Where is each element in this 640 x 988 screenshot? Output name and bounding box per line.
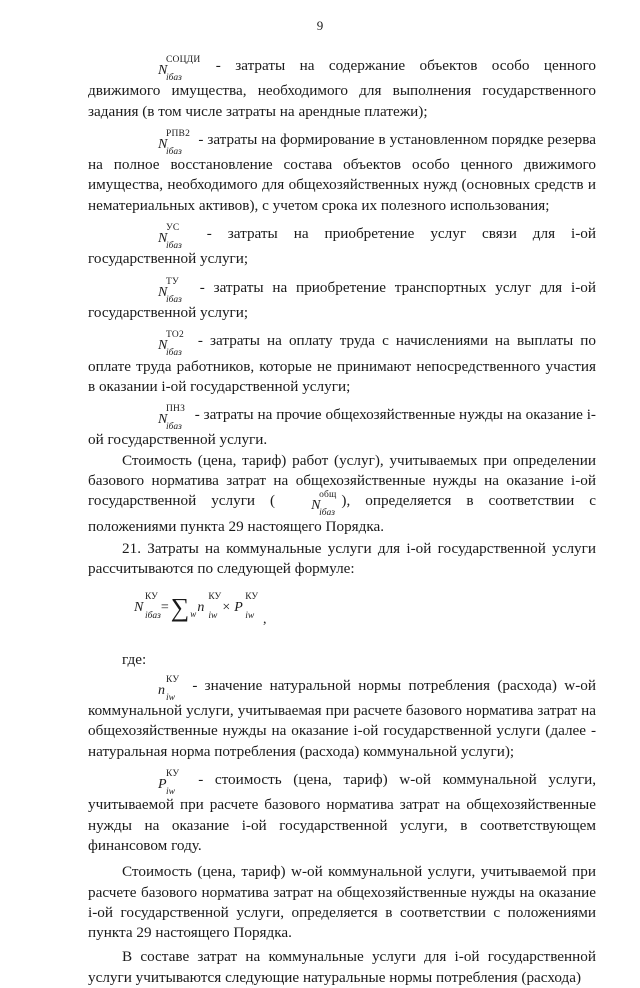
symbol-n-socdi: N СОЦДИ iбаз: [158, 55, 201, 83]
where-label: где:: [122, 650, 147, 668]
term-tu: [88, 278, 596, 324]
term-rpv2: [88, 130, 596, 216]
sum-index: w: [190, 608, 197, 619]
term-text: - затраты на формирование в установленном порядке резерва на полное восстановление состава объектов особо ценного движимого имущества, необходимого для общехозяйственных нужд (основных средств и нематериальных активов), с учетом срока их полезного использования;: [88, 130, 596, 214]
paragraph-21: 21. Затраты на коммунальные услуги для i-ой государственной услуги рассчитываются по следующей формуле:: [88, 539, 596, 578]
formula-communal: [88, 580, 596, 644]
term-list: [88, 56, 596, 451]
symbol-n-tu: N ТУ iбаз: [158, 276, 182, 305]
def-n-text: - значение натуральной нормы потребления (расхода) w-ой коммунальной услуги, учитываемая при расчете базового норматива затрат на общехозяйственные нужды на оказание i-ой государственной услуги (далее - натуральная норма потребления (расхода) коммунальной услуги);: [88, 676, 597, 760]
formula-lhs: N КУ iбаз: [134, 591, 161, 621]
term-text: - затраты на приобретение транспортных услуг для i-ой государственной услуги;: [88, 278, 596, 321]
formula-p: P КУ iw: [234, 591, 259, 621]
def-p-text: - стоимость (цена, тариф) w-ой коммунальной услуги, учитываемой при расчете базового норматива затрат на общехозяйственные нужды на оказание i-ой государственной услуги, в соответствующем финансовом году.: [88, 771, 596, 854]
symbol-n-rpv2: N РПВ2 iбаз: [158, 128, 191, 157]
def-n: [88, 676, 596, 762]
term-text: - затраты на приобретение услуг связи для i-ой государственной услуги;: [88, 225, 597, 268]
paragraph-cost-works-text-b: ), определяется в соответствии с положениями пункта 29 настоящего Порядка.: [88, 492, 596, 535]
formula-comma: ,: [263, 611, 267, 627]
paragraph-cost-works: [88, 451, 596, 537]
term-text: - затраты на прочие общехозяйственные нужды на оказание i-ой государственной услуги.: [88, 406, 596, 449]
formula-equals: =: [160, 599, 169, 615]
symbol-n-us: N УС iбаз: [158, 223, 182, 252]
paragraph-cost-works-text-a: Стоимость (цена, тариф) работ (услуг), учитываемых при определении базового норматива затрат на общехозяйственные нужды на оказание i-ой государственной услуги (: [88, 451, 596, 510]
symbol-p-ku: P КУ iw: [158, 769, 180, 798]
formula-n: n КУ iw: [197, 591, 222, 621]
term-us: [88, 224, 596, 270]
term-pnz: [88, 405, 596, 451]
symbol-n-ku: n КУ iw: [158, 674, 180, 703]
symbol-n-obsh: N общ iбаз: [311, 490, 337, 519]
term-to2: [88, 331, 596, 397]
term-text: - затраты на содержание объектов особо ценного движимого имущества, необходимого для выполнения государственного задания (в том числе затраты на арендные платежи);: [88, 57, 597, 120]
symbol-n-to2: N ТО2 iбаз: [158, 330, 184, 359]
symbol-n-pnz: N ПНЗ iбаз: [158, 404, 186, 433]
document-body: [88, 44, 596, 988]
term-text: - затраты на оплату труда с начислениями на выплаты по оплате труда работников, которые не принимают непосредственного участия в оказании i-ой государственной услуги;: [88, 332, 596, 395]
paragraph-communal-norms: В составе затрат на коммунальные услуги для i-ой государственной услуги учитываются следующие натуральные нормы потребления (расхода): [88, 948, 596, 986]
sum-sign: ∑: [170, 592, 190, 622]
term-socdi: [88, 56, 596, 122]
page-number: 9: [316, 18, 324, 33]
def-p: [88, 770, 596, 856]
formula-times: ×: [222, 599, 231, 615]
paragraph-cost-communal: Стоимость (цена, тариф) w-ой коммунальной услуги, учитываемой при расчете базового норматива затрат на общехозяйственные нужды на оказание i-ой государственной услуги, определяется в соответствии с положениями пункта 29 настоящего Порядка.: [88, 863, 596, 942]
